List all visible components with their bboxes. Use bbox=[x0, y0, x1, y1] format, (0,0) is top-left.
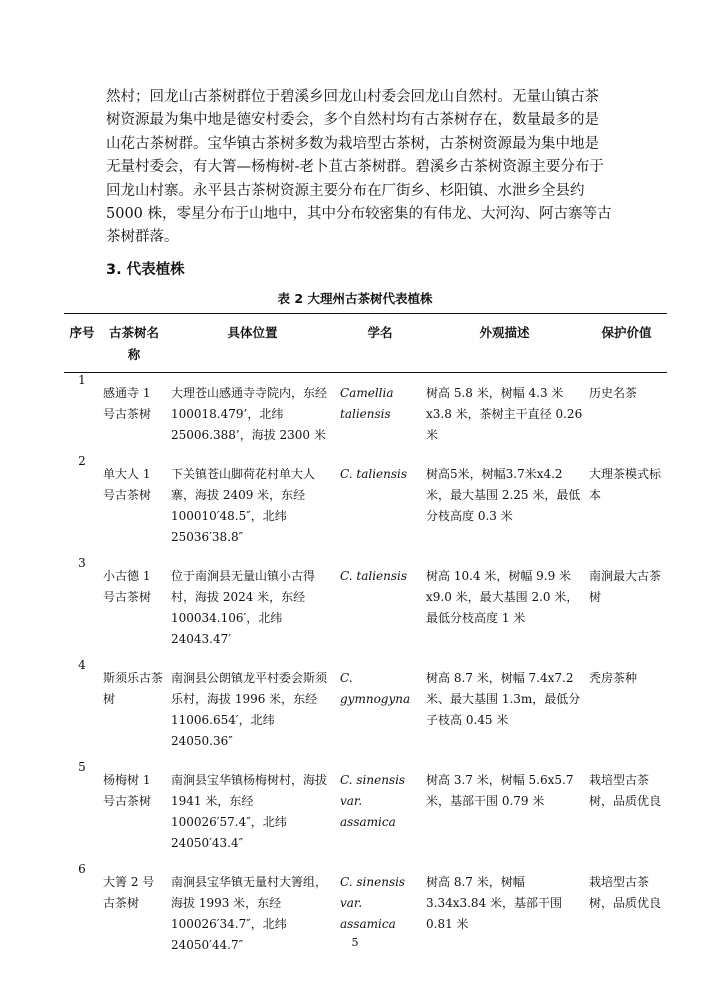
tree-name: 杨梅树 1 号古茶树 bbox=[103, 773, 152, 808]
protection-value: 历史名茶 bbox=[589, 386, 638, 400]
header-location: 具体位置 bbox=[168, 314, 337, 373]
scientific-name-species: C. sinensis bbox=[340, 773, 406, 787]
tree-location: 下关镇苍山脚荷花村单大人寨，海拔 2409 米，东经 100010′48.5″，北纬 25036′38.8″ bbox=[171, 467, 316, 544]
scientific-name bbox=[337, 556, 423, 658]
table-row bbox=[64, 760, 667, 862]
protection-value: 南涧最大古茶树 bbox=[589, 569, 662, 604]
tree-name: 感通寺 1 号古茶树 bbox=[103, 386, 152, 421]
table-row bbox=[64, 556, 667, 658]
protection-value: 栽培型古茶树，品质优良 bbox=[589, 773, 662, 808]
scientific-name-variety: var. assamica bbox=[340, 794, 396, 829]
protection-value: 栽培型古茶树，品质优良 bbox=[589, 875, 662, 910]
row-number: 3 bbox=[78, 556, 86, 570]
row-number: 2 bbox=[78, 454, 86, 468]
paragraph-line: 山花古茶树群。宝华镇古茶树多数为栽培型古茶树，古茶树资源最为集中地是 bbox=[106, 135, 599, 152]
tree-location: 南涧县宝华镇杨梅树村，海拔 1941 米，东经 100026′57.4″，北纬 24050′43.4″ bbox=[171, 773, 328, 850]
appearance-description: 树高 10.4 米，树幅 9.9 米 x9.0 米，最大基围 2.0 米，最低分枝高度 1 米 bbox=[426, 569, 579, 625]
table-row bbox=[64, 454, 667, 556]
header-no: 序号 bbox=[64, 314, 100, 373]
tree-location: 南涧县公朗镇龙平村委会斯须乐村，海拔 1996 米，东经 11006.654′，北纬 24050.36″ bbox=[171, 671, 328, 748]
header-description: 外观描述 bbox=[423, 314, 586, 373]
header-value: 保护价值 bbox=[586, 314, 667, 373]
protection-value: 大理茶模式标本 bbox=[589, 467, 662, 502]
tree-name: 斯须乐古茶树 bbox=[103, 671, 164, 706]
scientific-name-species: Camellia taliensis bbox=[340, 386, 394, 421]
paragraph-line: 无量村委会，有大箐—杨梅树-老卜苴古茶树群。碧溪乡古茶树资源主要分布于 bbox=[106, 159, 604, 176]
row-number: 6 bbox=[78, 862, 86, 876]
paragraph-line: 回龙山村寨。永平县古茶树资源主要分布在厂街乡、杉阳镇、水泄乡全县约 bbox=[106, 182, 585, 199]
scientific-name-species: C. taliensis bbox=[340, 569, 408, 583]
appearance-description: 树高 5.8 米，树幅 4.3 米 x3.8 米，茶树主干直径 0.26 米 bbox=[426, 386, 583, 442]
paragraph-line: 茶树群落。 bbox=[106, 229, 179, 246]
appearance-description: 树高 8.7 米，树幅 7.4x7.2 米、最大基围 1.3m，最低分子枝高 0.45 米 bbox=[426, 671, 581, 727]
tree-location: 南涧县宝华镇无量村大箐组，海拔 1993 米，东经 100026′34.7″，北纬 24050′44.7″ bbox=[171, 875, 328, 952]
scientific-name bbox=[337, 373, 423, 455]
scientific-name-species: C. sinensis bbox=[340, 875, 406, 889]
table-row bbox=[64, 658, 667, 760]
table-row bbox=[64, 373, 667, 455]
paragraph-line: 然村；回龙山古茶树群位于碧溪乡回龙山村委会回龙山自然村。无量山镇古茶 bbox=[106, 89, 599, 105]
paragraph-line: 5000 株，零星分布于山地中，其中分布较密集的有伟龙、大河沟、阿古寨等古 bbox=[106, 206, 612, 223]
scientific-name bbox=[337, 658, 423, 760]
section-heading: 3. 代表植株 bbox=[106, 262, 185, 278]
appearance-description: 树高 8.7 米，树幅 3.34x3.84 米，基部干围 0.81 米 bbox=[426, 875, 563, 931]
tree-location: 位于南涧县无量山镇小古得村，海拔 2024 米，东经 100034.106′，北纬 24043.47′ bbox=[171, 569, 316, 646]
page-number: 5 bbox=[351, 936, 359, 949]
protection-value: 秃房茶种 bbox=[589, 671, 638, 685]
paragraph-line: 树资源最为集中地是德安村委会，多个自然村均有古茶树存在，数量最多的是 bbox=[106, 112, 599, 129]
row-number: 1 bbox=[78, 373, 86, 387]
scientific-name-species: C. gymnogyna bbox=[340, 671, 411, 706]
scientific-name bbox=[337, 760, 423, 862]
table-header-row bbox=[64, 314, 667, 373]
representative-trees-table bbox=[64, 313, 667, 964]
tree-location: 大理苍山感通寺寺院内，东经 100018.479’，北纬 25006.388’，海拔 2300 米 bbox=[171, 386, 328, 442]
scientific-name-species: C. taliensis bbox=[340, 467, 408, 481]
tree-name: 大箐 2 号古茶树 bbox=[103, 875, 155, 910]
row-number: 5 bbox=[78, 760, 86, 774]
body-paragraph bbox=[106, 86, 612, 250]
header-sci-name: 学名 bbox=[337, 314, 423, 373]
table-caption: 表 2 大理州古茶树代表植株 bbox=[277, 291, 433, 306]
row-number: 4 bbox=[78, 658, 86, 672]
scientific-name-variety: var. assamica bbox=[340, 896, 396, 931]
tree-name: 单大人 1 号古茶树 bbox=[103, 467, 152, 502]
scientific-name bbox=[337, 454, 423, 556]
header-name: 古茶树名称 bbox=[100, 314, 168, 373]
appearance-description: 树高 3.7 米，树幅 5.6x5.7 米，基部干围 0.79 米 bbox=[426, 773, 574, 808]
appearance-description: 树高5米，树幅3.7米x4.2米，最大基围 2.25 米，最低分枝高度 0.3 米 bbox=[426, 467, 581, 523]
tree-name: 小古德 1 号古茶树 bbox=[103, 569, 152, 604]
